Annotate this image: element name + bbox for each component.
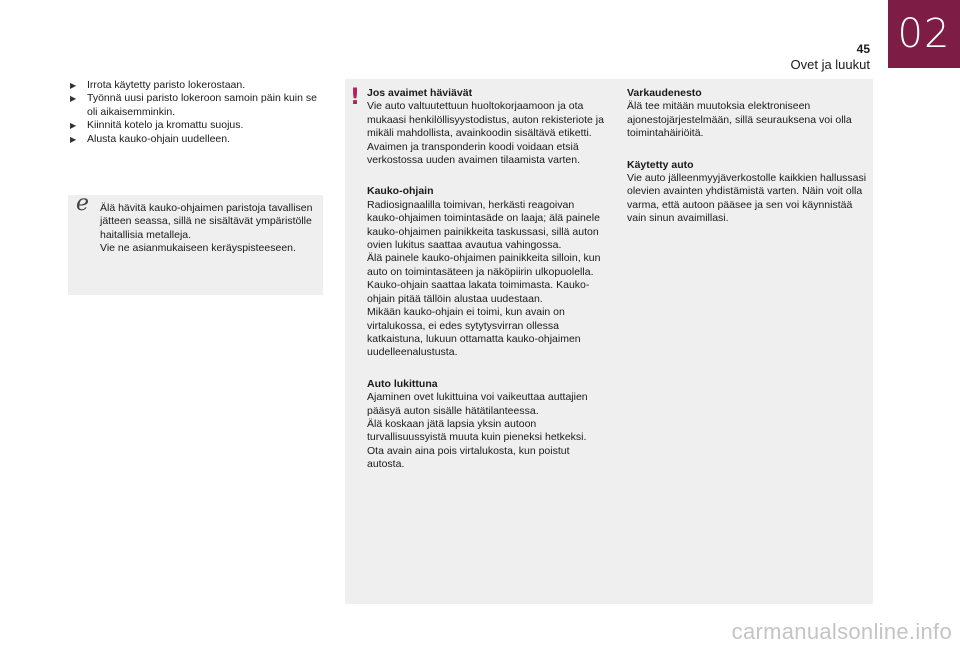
section-paragraph: Ota avain aina pois virtalukosta, kun poistut autosta. — [367, 444, 570, 471]
section-title: Kauko-ohjain — [367, 185, 434, 198]
eco-note-line: Vie ne asianmukaiseen keräyspisteeseen. — [100, 242, 296, 255]
arrow-bullet-icon: ▶ — [70, 94, 77, 104]
page-number: 45 — [856, 42, 870, 56]
chapter-tab: 02 — [888, 0, 960, 68]
section-used-car — [627, 159, 869, 226]
environment-note — [68, 191, 323, 295]
section-paragraph: Vie auto jälleenmyyjäverkostolle kaikkien hallussasi olevien avainten yhdistämistä varten. Näin voit olla varma, että autoon pääsee ja sen voi käynnistää vain sinun avaimillasi. — [627, 172, 867, 225]
arrow-bullet-icon: ▶ — [70, 121, 77, 131]
section-car-locked — [367, 378, 605, 472]
arrow-bullet-icon: ▶ — [70, 81, 77, 90]
section-title: Käytetty auto — [627, 158, 694, 171]
section-paragraph: Ajaminen ovet lukittuina voi vaikeuttaa auttajien pääsyä auton sisälle hätätilanteessa. — [367, 391, 588, 417]
section-remote-control — [367, 185, 605, 359]
section-title: Auto lukittuna — [367, 377, 438, 390]
section-title: Jos avaimet häviävät — [367, 87, 473, 99]
section-paragraph: Älä tee mitään muutoksia elektroniseen ajonestojärjestelmään, sillä seurauksena voi olla toimintahäiriöitä. — [627, 100, 852, 140]
list-item: ▶ Työnnä uusi paristo lokeroon samoin päin kuin se oli aikaisemminkin. — [70, 92, 317, 118]
section-paragraph: Avaimen ja transponderin koodi voidaan etsiä verkostossa uuden avaimen tilaamista varten. — [367, 140, 581, 167]
section-paragraph: Radiosignaalilla toimivan, herkästi reagoivan kauko-ohjaimen toimintasäde on laaja; älä painele kauko-ohjaimen painikkeita taskussasi, sillä auton ovien lukitus saattaa avautua vahingossa. — [367, 198, 600, 252]
section-paragraph: Mikään kauko-ohjain ei toimi, kun avain on virtalukossa, ei edes sytytysvirran ollessa katkaistuna, lukuun ottamatta kauko-ohjaimen uudelleenalustusta. — [367, 306, 581, 359]
eco-leaf-icon: ℯ — [76, 191, 90, 216]
section-anti-theft — [627, 87, 869, 141]
list-item: ▶ Irrota käytetty paristo lokerostaan. — [70, 79, 246, 91]
warning-box — [345, 79, 873, 604]
section-paragraph: Älä painele kauko-ohjaimen painikkeita silloin, kun auto on toimintasäteen ja näköpiirin ulkopuolella. Kauko-ohjain saattaa lakata toimimasta. Kauko-ohjain pitää tällöin alustaa uudestaan. — [367, 252, 601, 305]
section-lost-keys — [367, 87, 605, 167]
battery-steps-list — [70, 79, 330, 146]
exclamation-icon: ! — [350, 85, 361, 110]
eco-note-line: Älä hävitä kauko-ohjaimen paristoja tavallisen jätteen seassa, sillä ne sisältävät ympäristölle haitallisia metalleja. — [100, 202, 313, 241]
list-item: ▶ Alusta kauko-ohjain uudelleen. — [70, 132, 231, 145]
watermark: carmanualsonline.info — [731, 619, 952, 644]
chapter-title: Ovet ja luukut — [790, 57, 870, 72]
arrow-bullet-icon: ▶ — [70, 134, 77, 144]
section-title: Varkaudenesto — [627, 87, 702, 99]
list-item: ▶ Kiinnitä kotelo ja kromattu suojus. — [70, 119, 244, 132]
section-paragraph: Vie auto valtuutettuun huoltokorjaamoon ja ota mukaasi henkilöllisyystodistus, auton rekisteriote ja mikäli mahdollista, avainkoodin sisältävä etiketti. — [367, 100, 604, 140]
section-paragraph: Älä koskaan jätä lapsia yksin autoon turvallisuussyistä muuta kuin pieneksi hetkeksi. — [367, 417, 587, 444]
warning-column-right — [627, 87, 869, 244]
warning-column-left — [367, 87, 605, 490]
